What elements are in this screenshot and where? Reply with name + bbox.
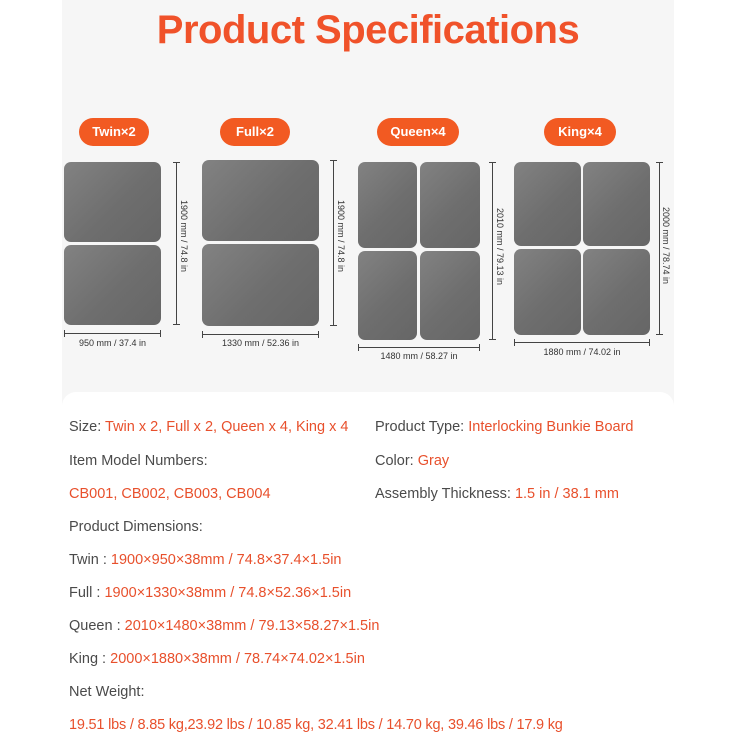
weight-value: 19.51 lbs / 8.85 kg,23.92 lbs / 10.85 kg, 32.41 lbs / 14.70 kg, 39.46 lbs / 17.9 kg [69, 717, 563, 733]
queen-height-label: 2010 mm / 79.13 in [495, 208, 505, 286]
board-panel [64, 245, 161, 325]
board-panel [202, 244, 319, 326]
height-dimension-line [492, 162, 493, 340]
board-panel [358, 162, 417, 248]
dimension-row-queen [69, 618, 379, 634]
board-panel [514, 249, 581, 335]
board-panel [420, 162, 480, 248]
full-height-label: 1900 mm / 74.8 in [336, 200, 346, 273]
size-pill-queen: Queen×4 [377, 118, 459, 146]
twin-height-label: 1900 mm / 74.8 in [179, 200, 189, 273]
color-label: Color: [375, 453, 414, 469]
dimension-value: 1900×1330×38mm / 74.8×52.36×1.5in [104, 585, 352, 601]
dimension-size-label: King : [69, 651, 107, 667]
color-value: Gray [417, 453, 450, 469]
product-type-label: Product Type: [375, 419, 465, 435]
twin-width-label: 950 mm / 37.4 in [78, 338, 147, 348]
king-width-label: 1880 mm / 74.02 in [543, 347, 621, 357]
dimension-value: 2000×1880×38mm / 78.74×74.02×1.5in [110, 651, 365, 667]
size-pill-king: King×4 [544, 118, 616, 146]
board-panel [420, 251, 480, 340]
dimension-row-full [69, 585, 351, 601]
width-dimension-line [514, 342, 650, 343]
size-spec [69, 419, 348, 435]
board-panel [583, 249, 650, 335]
dimension-row-twin [69, 552, 341, 568]
size-pill-twin: Twin×2 [79, 118, 149, 146]
dimension-value: 2010×1480×38mm / 79.13×58.27×1.5in [124, 618, 380, 634]
thickness-spec [375, 486, 619, 502]
width-dimension-line [202, 334, 319, 335]
thickness-value: 1.5 in / 38.1 mm [514, 486, 619, 502]
board-panel [583, 162, 650, 246]
height-dimension-line [176, 162, 177, 325]
height-dimension-line [659, 162, 660, 335]
dimension-size-label: Queen : [69, 618, 121, 634]
product-type-value: Interlocking Bunkie Board [468, 419, 634, 435]
size-pill-full: Full×2 [220, 118, 290, 146]
dimension-size-label: Twin : [69, 552, 107, 568]
color-spec [375, 453, 449, 469]
thickness-label: Assembly Thickness: [375, 486, 511, 502]
board-panel [64, 162, 161, 242]
king-height-label: 2000 mm / 78.74 in [661, 207, 671, 285]
queen-width-label: 1480 mm / 58.27 in [380, 351, 458, 361]
size-value: Twin x 2, Full x 2, Queen x 4, King x 4 [105, 419, 349, 435]
model-label: Item Model Numbers: [69, 453, 208, 469]
dimension-value: 1900×950×38mm / 74.8×37.4×1.5in [110, 552, 342, 568]
size-label: Size: [69, 419, 102, 435]
board-panel [358, 251, 417, 340]
dimension-size-label: Full : [69, 585, 101, 601]
dimension-row-king [69, 651, 365, 667]
model-value: CB001, CB002, CB003, CB004 [69, 486, 271, 502]
page-title: Product Specifications [156, 8, 580, 52]
height-dimension-line [333, 160, 334, 326]
dimensions-label: Product Dimensions: [69, 519, 203, 535]
full-width-label: 1330 mm / 52.36 in [221, 338, 300, 348]
width-dimension-line [64, 333, 161, 334]
board-panel [514, 162, 581, 246]
board-panel [202, 160, 319, 241]
weight-label: Net Weight: [69, 684, 145, 700]
width-dimension-line [358, 347, 480, 348]
product-type-spec [375, 419, 633, 435]
